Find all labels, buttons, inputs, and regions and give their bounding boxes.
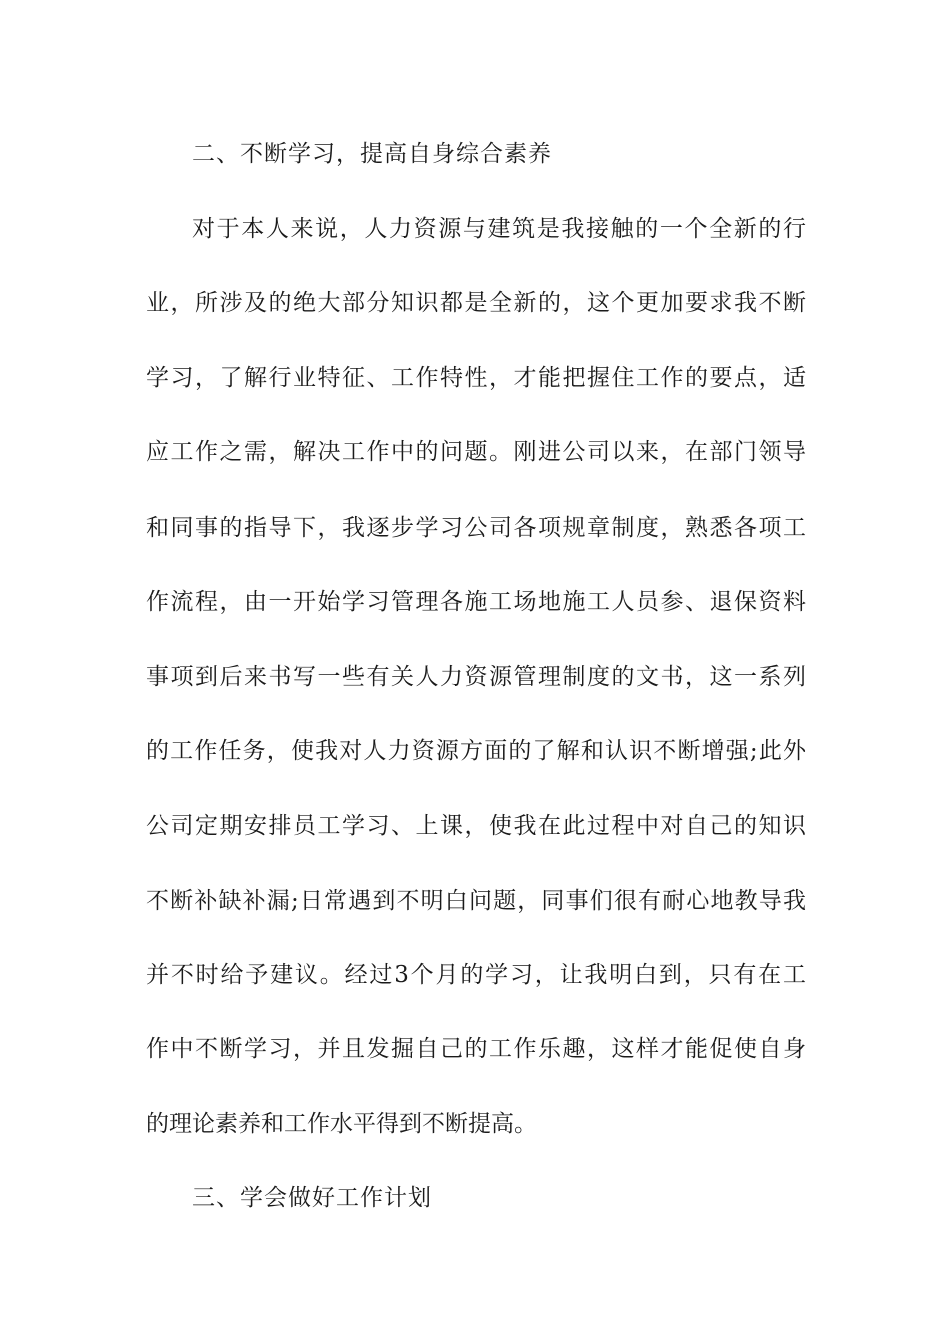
paragraph-line: 的理论素养和工作水平得到不断提高。: [146, 1111, 537, 1137]
paragraph-line: 应工作之需，解决工作中的问题。刚进公司以来，在部门领导: [146, 439, 806, 465]
paragraph-line: 作中不断学习，并且发掘自己的工作乐趣，这样才能促使自身: [146, 1036, 806, 1062]
paragraph-line: 的工作任务，使我对人力资源方面的了解和认识不断增强;此外: [146, 738, 806, 764]
paragraph-line: 和同事的指导下，我逐步学习公司各项规章制度，熟悉各项工: [146, 515, 806, 541]
paragraph-line: 公司定期安排员工学习、上课，使我在此过程中对自己的知识: [146, 813, 806, 839]
paragraph-line: 事项到后来书写一些有关人力资源管理制度的文书，这一系列: [146, 664, 806, 690]
paragraph-line: 对于本人来说，人力资源与建筑是我接触的一个全新的行: [192, 216, 806, 242]
paragraph-line: 业，所涉及的绝大部分知识都是全新的，这个更加要求我不断: [146, 290, 806, 316]
section-heading-2: 二、不断学习，提高自身综合素养: [192, 141, 552, 167]
paragraph-line: 学习，了解行业特征、工作特性，才能把握住工作的要点，适: [146, 365, 806, 391]
paragraph-line: 作流程，由一开始学习管理各施工场地施工人员参、退保资料: [146, 589, 806, 615]
section-heading-3: 三、学会做好工作计划: [192, 1185, 432, 1211]
paragraph-line: 不断补缺补漏;日常遇到不明白问题，同事们很有耐心地教导我: [146, 888, 806, 914]
paragraph-line: 并不时给予建议。经过3个月的学习，让我明白到，只有在工: [146, 962, 806, 988]
